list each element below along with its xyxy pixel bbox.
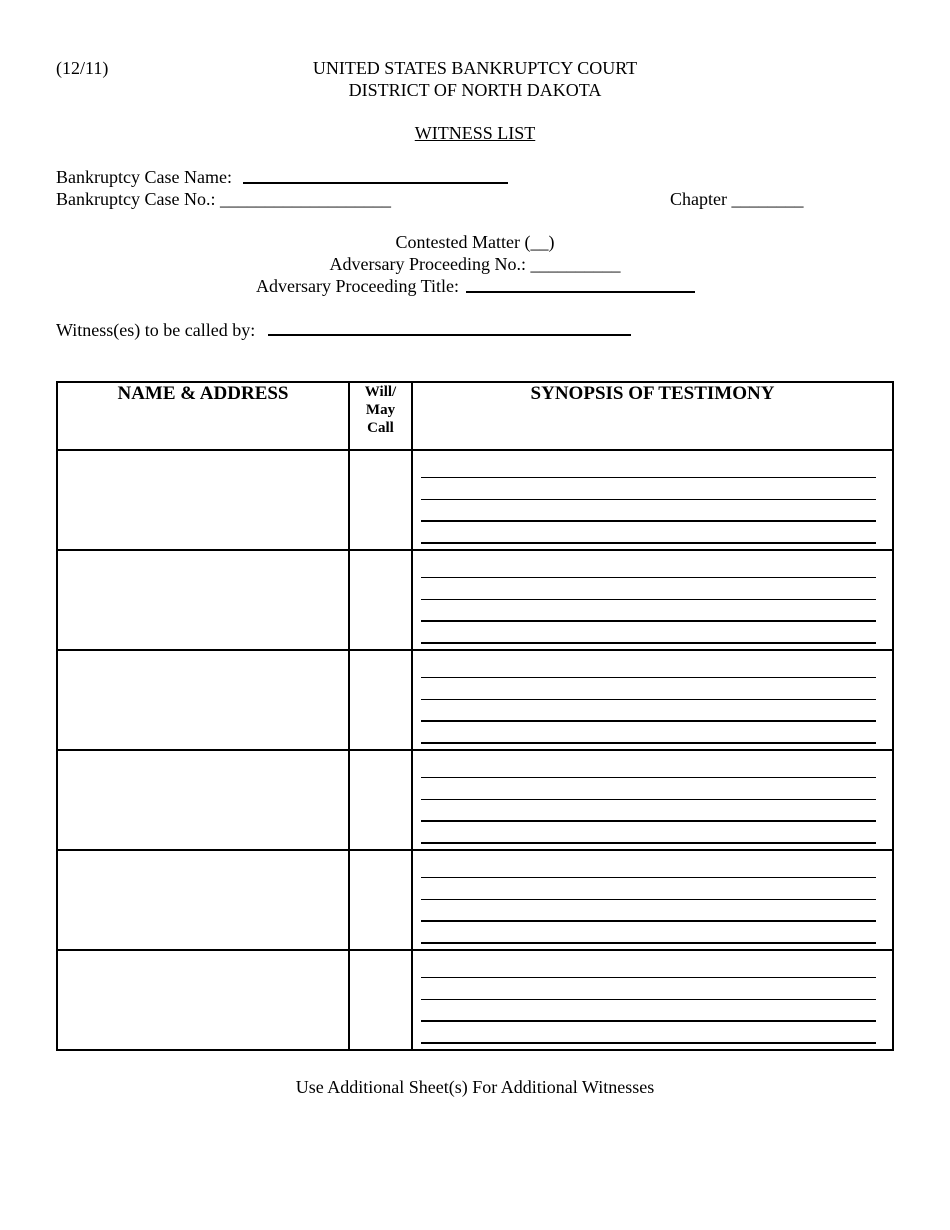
form-title [0,122,950,144]
name-address-cell[interactable] [57,450,349,550]
case-name-label: Bankruptcy Case Name: [56,167,232,187]
form-revision: (12/11) [56,58,109,78]
table-row [57,450,893,550]
synopsis-line [421,599,876,600]
called-by-label: Witness(es) to be called by: [56,320,256,340]
synopsis-line [421,877,876,878]
synopsis-line [421,842,876,844]
synopsis-line [421,977,876,978]
will-may-call-cell[interactable] [349,650,412,750]
name-address-cell[interactable] [57,550,349,650]
synopsis-line [421,999,876,1000]
col-call-line-2: May [365,402,396,418]
will-may-call-cell[interactable] [349,550,412,650]
will-may-call-cell[interactable] [349,950,412,1050]
synopsis-cell[interactable] [412,550,893,650]
synopsis-line [421,542,876,544]
synopsis-cell[interactable] [412,850,893,950]
synopsis-line [421,477,876,478]
case-no-field[interactable]: Bankruptcy Case No.: ___________________ [56,189,391,209]
synopsis-line [421,899,876,900]
synopsis-cell[interactable] [412,650,893,750]
footer-note: Use Additional Sheet(s) For Additional Witnesses [295,1077,655,1097]
adversary-title-label: Adversary Proceeding Title: [256,276,459,296]
adversary-no-field[interactable]: Adversary Proceeding No.: __________ [329,254,621,274]
synopsis-line [421,1042,876,1044]
court-name: UNITED STATES BANKRUPTCY COURT [312,58,638,78]
chapter-field[interactable]: Chapter ________ [670,189,804,209]
table-row [57,950,893,1050]
name-address-cell[interactable] [57,850,349,950]
synopsis-line [421,499,876,500]
synopsis-line [421,642,876,644]
col-call-line-3: Call [367,420,394,436]
name-address-cell[interactable] [57,950,349,1050]
synopsis-line [421,577,876,578]
synopsis-line [421,742,876,744]
synopsis-cell[interactable] [412,750,893,850]
synopsis-cell[interactable] [412,450,893,550]
contested-matter-checkbox[interactable]: Contested Matter (__) [395,232,555,252]
synopsis-cell[interactable] [412,950,893,1050]
synopsis-line [421,799,876,800]
synopsis-line [421,720,876,722]
table-header-row [57,382,893,450]
col-will-may-call [349,382,412,450]
case-name-field[interactable] [243,182,508,184]
witness-table [56,381,894,1051]
col-call-line-1: Will/ [364,384,397,400]
form-title-text: WITNESS LIST [414,123,536,143]
synopsis-line [421,1020,876,1022]
synopsis-line [421,820,876,822]
synopsis-line [421,777,876,778]
table-row [57,850,893,950]
name-address-cell[interactable] [57,750,349,850]
synopsis-line [421,520,876,522]
synopsis-line [421,942,876,944]
will-may-call-cell[interactable] [349,450,412,550]
synopsis-line [421,677,876,678]
col-synopsis: SYNOPSIS OF TESTIMONY [412,382,893,450]
adversary-title-field[interactable] [466,291,695,293]
will-may-call-cell[interactable] [349,750,412,850]
synopsis-line [421,920,876,922]
table-row [57,750,893,850]
name-address-cell[interactable] [57,650,349,750]
will-may-call-cell[interactable] [349,850,412,950]
table-row [57,550,893,650]
table-row [57,650,893,750]
col-name-address: NAME & ADDRESS [57,382,349,450]
called-by-field[interactable] [268,334,631,336]
synopsis-line [421,699,876,700]
synopsis-line [421,620,876,622]
court-district: DISTRICT OF NORTH DAKOTA [348,80,602,100]
